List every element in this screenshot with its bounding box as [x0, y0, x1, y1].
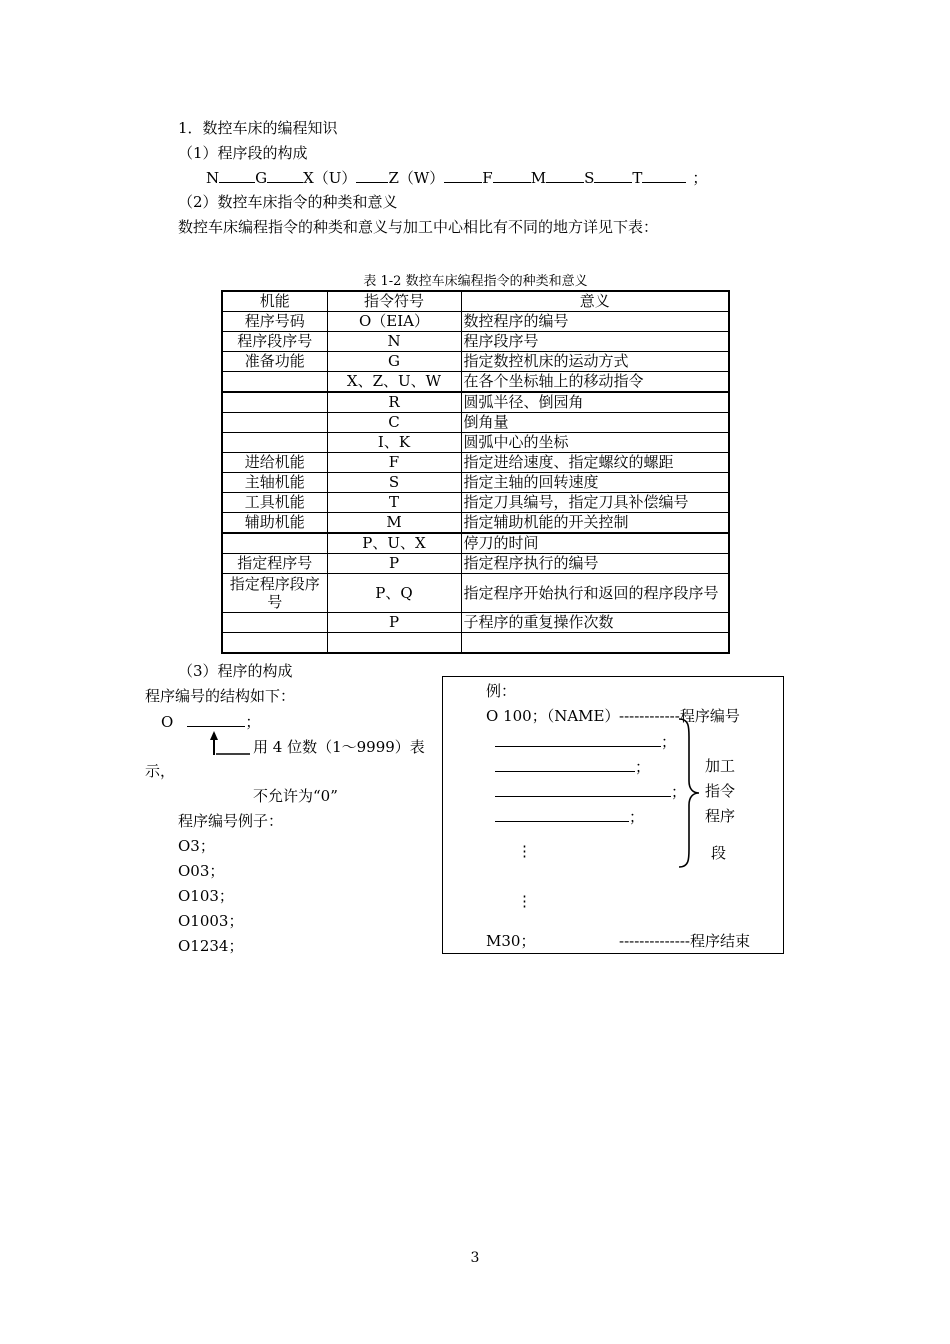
- command-table: [221, 290, 730, 654]
- intro-text: 数控车床编程指令的种类和意义与加工中心相比有不同的地方详见下表：: [178, 218, 659, 236]
- segment-line: ；: [495, 757, 650, 777]
- table-header-meaning: 意义: [461, 291, 729, 312]
- example-program-line: O 100；（NAME）: [486, 707, 620, 725]
- table-caption: 表 1-2 数控车床编程指令的种类和意义: [363, 274, 588, 289]
- digits-note: 用 4 位数（1～9999）表: [253, 738, 425, 756]
- example-item: O103；: [178, 887, 234, 905]
- format-letter-g: G: [255, 169, 268, 187]
- segment-line: ；: [495, 807, 644, 827]
- program-number-tag: ------------程序编号: [619, 707, 740, 725]
- structure-intro: 程序编号的结构如下：: [145, 687, 296, 705]
- up-arrow-icon: [206, 730, 250, 756]
- table-row: 程序号码 O（EIA） 数控程序的编号: [222, 312, 729, 332]
- examples-title: 程序编号例子：: [178, 812, 284, 830]
- program-number-format: [161, 712, 260, 732]
- heading-command-types: （2）数控车床指令的种类和意义: [178, 193, 398, 211]
- ellipsis-vertical: ⋮: [517, 842, 532, 860]
- table-header-function: 机能: [222, 291, 327, 312]
- example-item: O3；: [178, 837, 215, 855]
- table-row: R 圆弧半径、倒园角: [222, 392, 729, 413]
- zero-note: 不允许为“0”: [253, 787, 338, 805]
- table-row: P 子程序的重复操作次数: [222, 613, 729, 633]
- format-end: ；: [692, 169, 708, 187]
- table-row: 程序段序号 N 程序段序号: [222, 332, 729, 352]
- example-box: [442, 676, 784, 954]
- heading-program-segment: （1）程序段的构成: [178, 144, 308, 162]
- end-program-line: M30；: [486, 932, 536, 950]
- table-row: 指定程序段序号 P、Q 指定程序开始执行和返回的程序段序号: [222, 574, 729, 613]
- table-row: C 倒角量: [222, 413, 729, 433]
- o-letter: O: [161, 713, 174, 731]
- brace-label: 加工: [705, 757, 736, 775]
- digits-note-cont: 示，: [145, 762, 176, 780]
- o-end: ；: [245, 713, 261, 731]
- page-number: 3: [470, 1250, 480, 1266]
- table-row: [222, 633, 729, 654]
- table-header-symbol: 指令符号: [327, 291, 461, 312]
- example-item: O1003；: [178, 912, 244, 930]
- table-row: 准备功能 G 指定数控机床的运动方式: [222, 352, 729, 372]
- ellipsis-vertical: ⋮: [517, 892, 532, 910]
- heading-1: 1．数控车床的编程知识: [178, 119, 338, 137]
- example-item: O03；: [178, 862, 225, 880]
- segment-line: ；: [495, 732, 676, 752]
- brace-label: 指令: [705, 782, 736, 800]
- table-row: 主轴机能 S 指定主轴的回转速度: [222, 473, 729, 493]
- table-row: 进给机能 F 指定进给速度、指定螺纹的螺距: [222, 453, 729, 473]
- table-row: I、K 圆弧中心的坐标: [222, 433, 729, 453]
- table-row: 工具机能 T 指定刀具编号，指定刀具补偿编号: [222, 493, 729, 513]
- curly-brace-icon: [677, 717, 701, 869]
- format-letter-m: M: [530, 169, 547, 187]
- brace-label: 段: [711, 844, 727, 862]
- format-letter-x: X（U）: [303, 169, 357, 187]
- segment-line: ；: [495, 782, 686, 802]
- heading-program-structure: （3）程序的构成: [178, 662, 293, 680]
- table-row: 辅助机能 M 指定辅助机能的开关控制: [222, 513, 729, 534]
- program-end-tag: --------------程序结束: [619, 932, 750, 950]
- format-letter-s: S: [584, 169, 595, 187]
- table-row: X、Z、U、W 在各个坐标轴上的移动指令: [222, 372, 729, 393]
- format-letter-n: N: [206, 169, 220, 187]
- format-letter-t: T: [632, 169, 643, 187]
- format-letter-f: F: [482, 169, 493, 187]
- example-item: O1234；: [178, 937, 244, 955]
- table-row: 指定程序号 P 指定程序执行的编号: [222, 554, 729, 574]
- example-label: 例：: [486, 682, 517, 700]
- format-line: [206, 168, 707, 188]
- table-row: P、U、X 停刀的时间: [222, 533, 729, 554]
- format-letter-z: Z（W）: [388, 169, 445, 187]
- brace-label: 程序: [705, 807, 736, 825]
